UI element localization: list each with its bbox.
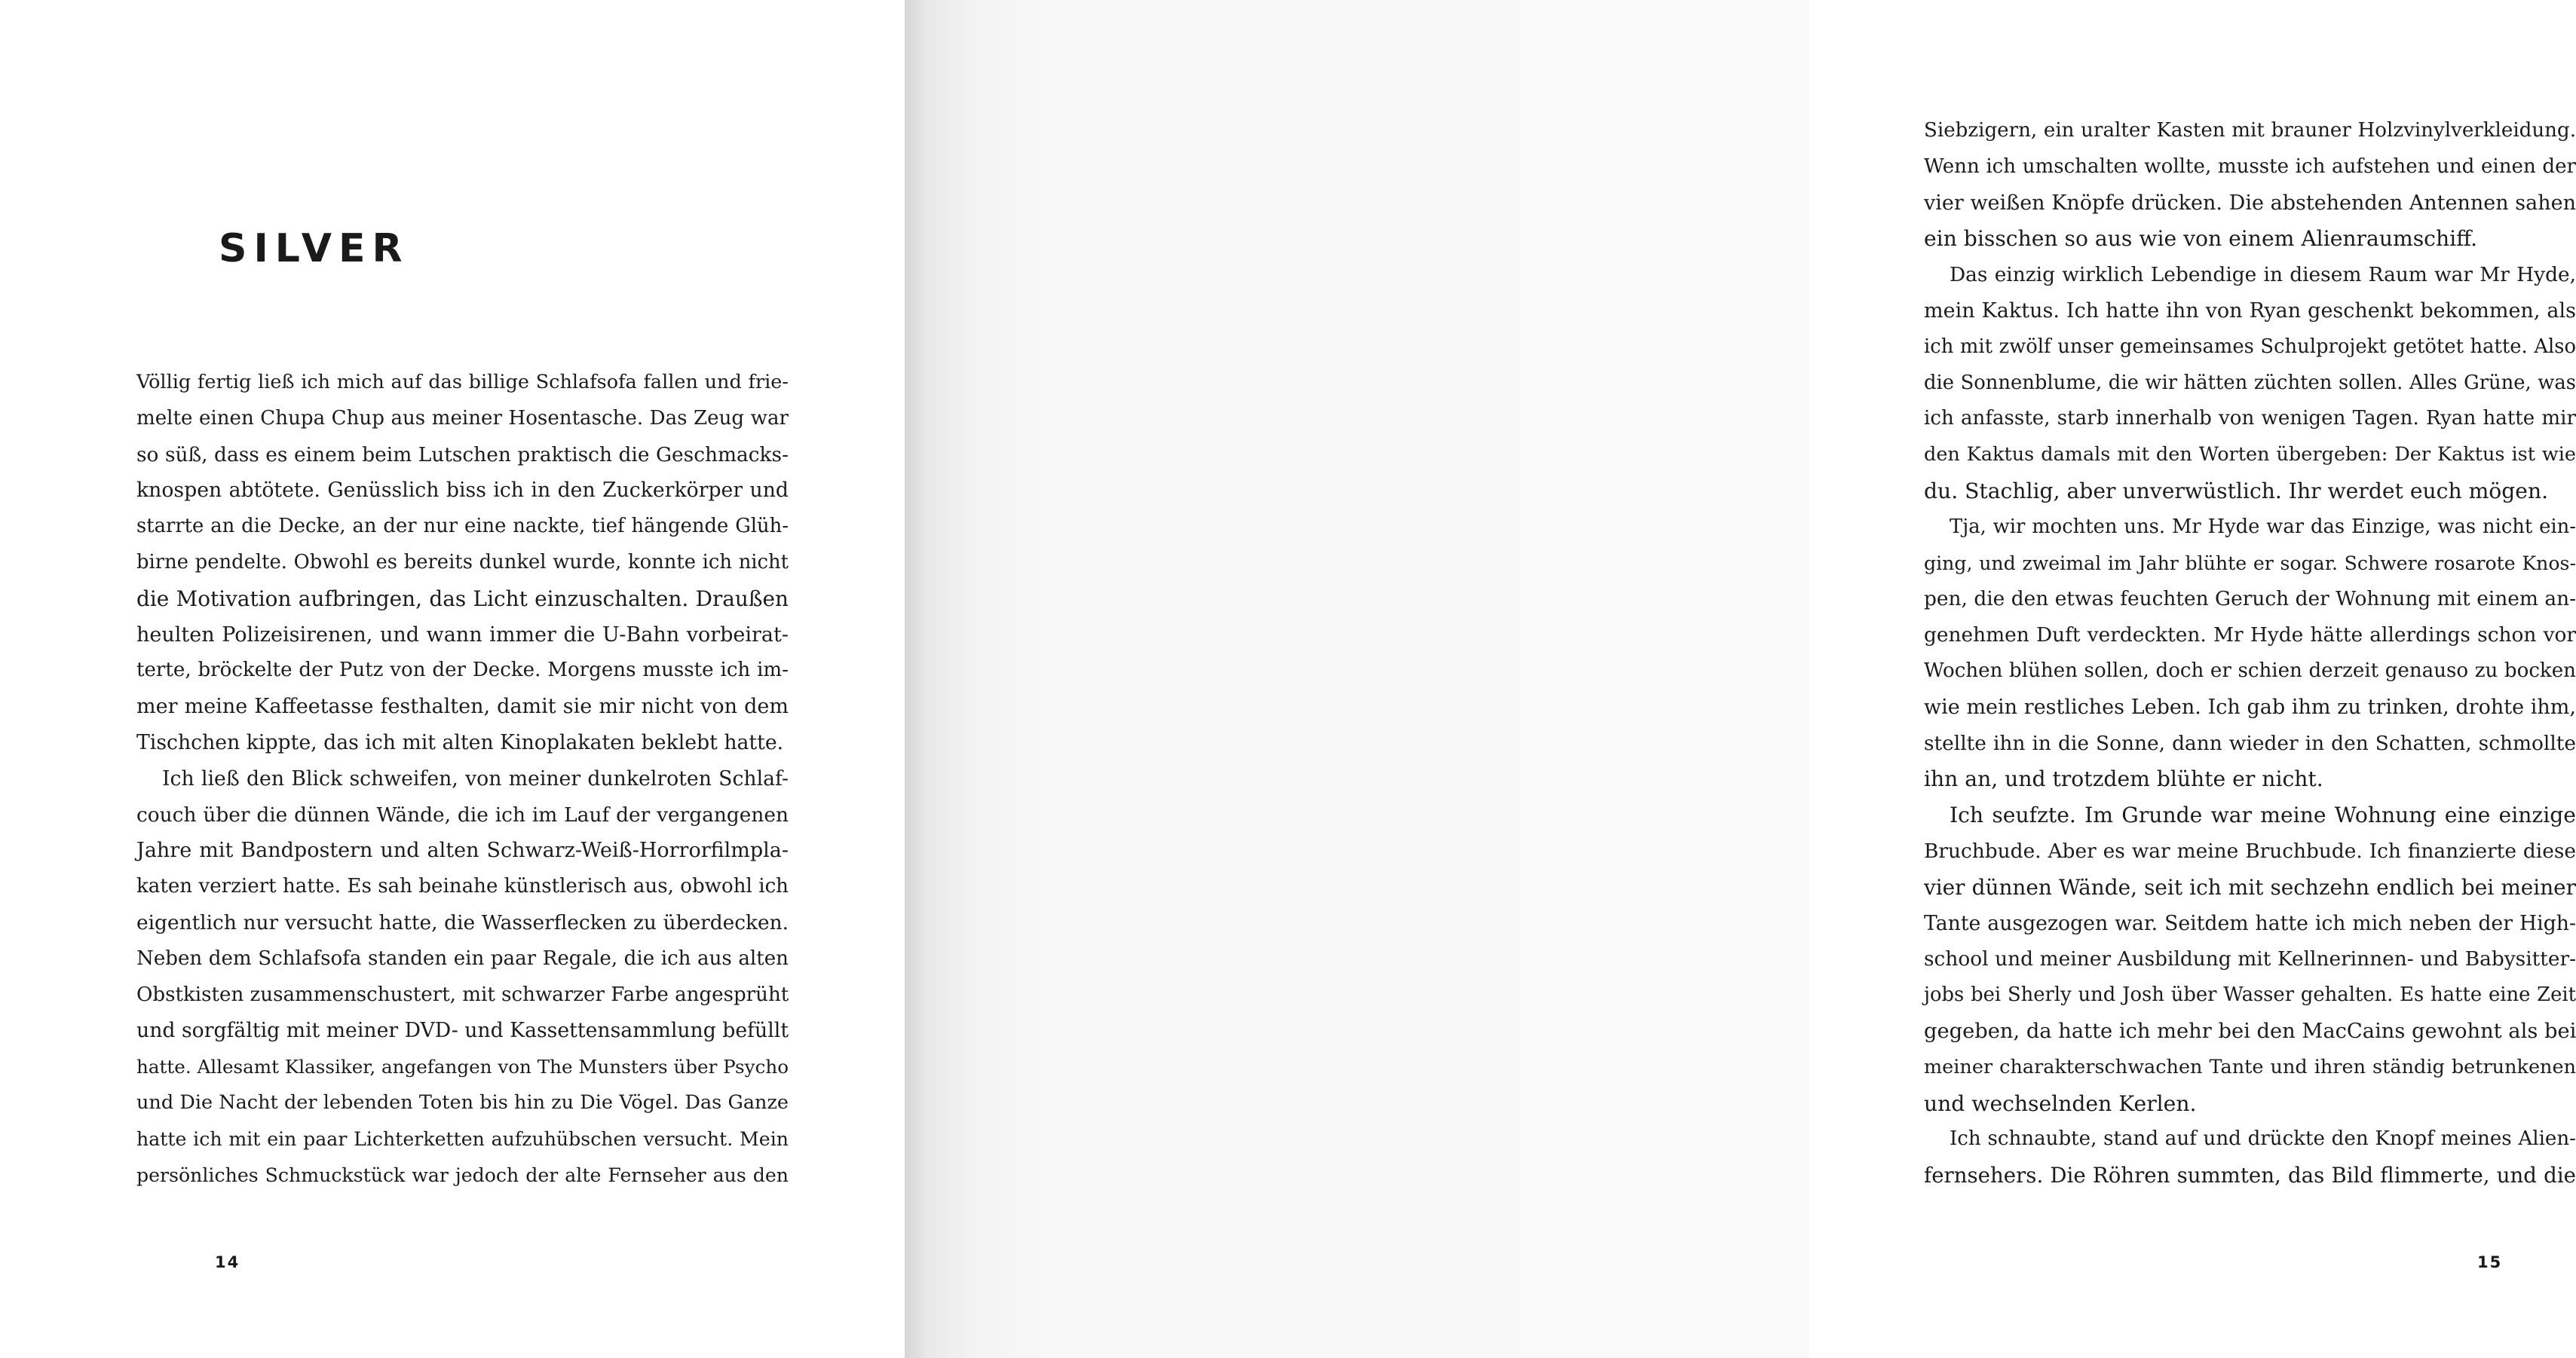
text-line: persönliches Schmuckstück war jedoch der alte Fernseher aus den (136, 1164, 789, 1186)
text-line: ein bisschen so aus wie von einem Alienraumschiff. (1924, 226, 2478, 252)
text-line: knospen abtötete. Genüsslich biss ich in den Zuckerkörper und (136, 479, 789, 503)
text-line: ich mit zwölf unser gemeinsames Schulprojekt getötet hatte. Also (1924, 335, 2576, 358)
text-line: fernsehers. Die Röhren summten, das Bild flimmerte, und die (1924, 1163, 2576, 1188)
text-line: so süß, dass es einem beim Lutschen praktisch die Geschmacks- (136, 442, 789, 466)
text-line: Bruchbude. Aber es war meine Bruchbude. Ich finanzierte diese (1924, 839, 2576, 863)
text-line: die Motivation aufbringen, das Licht einzuschalten. Draußen (136, 586, 789, 611)
page-number-left: 14 (215, 1253, 240, 1271)
text-line: starrte an die Decke, an der nur eine nackte, tief hängende Glüh- (136, 515, 789, 538)
text-line: du. Stachlig, aber unverwüstlich. Ihr werdet euch mögen. (1924, 478, 2549, 503)
text-line: Neben dem Schlafsofa standen ein paar Regale, die ich aus alten (136, 947, 789, 970)
text-line: hatte. Allesamt Klassiker, angefangen von The Munsters über Psycho (136, 1056, 789, 1078)
text-line: Wenn ich umschalten wollte, musste ich aufstehen und einen der (1924, 154, 2576, 178)
text-line: katen verziert hatte. Es sah beinahe künstlerisch aus, obwohl ich (136, 875, 789, 898)
text-line: genehmen Duft verdeckten. Mr Hyde hätte allerdings schon vor (1924, 623, 2576, 647)
chapter-title: SILVER (219, 226, 409, 271)
text-line: jobs bei Sherly und Josh über Wasser gehalten. Es hatte eine Zeit (1924, 983, 2576, 1007)
text-line: Tante ausgezogen war. Seitdem hatte ich mich neben der High- (1924, 911, 2576, 935)
text-line: eigentlich nur versucht hatte, die Wasserflecken zu überdecken. (136, 910, 789, 934)
page-number-right: 15 (2477, 1253, 2503, 1271)
text-line: couch über die dünnen Wände, die ich im Lauf der vergangenen (136, 803, 789, 827)
text-line: hatte ich mit ein paar Lichterketten aufzuhübschen versucht. Mein (136, 1127, 789, 1150)
text-line: mein Kaktus. Ich hatte ihn von Ryan geschenkt bekommen, als (1924, 298, 2576, 323)
text-line: und Die Nacht der lebenden Toten bis hin zu Die Vögel. Das Ganze (136, 1090, 789, 1114)
text-line: vier weißen Knöpfe drücken. Die abstehenden Antennen sahen (1924, 191, 2576, 215)
text-line: heulten Polizeisirenen, und wann immer die U-Bahn vorbeirat- (136, 622, 789, 647)
text-line: vier dünnen Wände, seit ich mit sechzehn endlich bei meiner (1924, 874, 2576, 900)
text-line: ihn an, und trotzdem blühte er nicht. (1924, 766, 2323, 792)
left-page-text (136, 365, 789, 1193)
text-line: den Kaktus damals mit den Worten übergeben: Der Kaktus ist wie (1924, 443, 2576, 466)
text-line: ich anfasste, starb innerhalb von wenigen Tagen. Ryan hatte mir (1924, 407, 2576, 430)
text-line: gegeben, da hatte ich mehr bei den MacCains gewohnt als bei (1924, 1019, 2576, 1043)
text-line: Ich schnaubte, stand auf und drückte den Knopf meines Alien- (1950, 1127, 2576, 1151)
text-line: und sorgfältig mit meiner DVD- und Kassettensammlung befüllt (136, 1019, 789, 1043)
text-line: pen, die den etwas feuchten Geruch der Wohnung mit einem an- (1924, 587, 2576, 611)
text-line: Völlig fertig ließ ich mich auf das billige Schlafsofa fallen und frie- (136, 371, 789, 393)
text-line: mer meine Kaffeetasse festhalten, damit sie mir nicht von dem (136, 695, 789, 719)
text-line: Tischchen kippte, das ich mit alten Kinoplakaten beklebt hatte. (136, 730, 784, 754)
text-line: melte einen Chupa Chup aus meiner Hosentasche. Das Zeug war (136, 406, 789, 430)
text-line: stellte ihn in die Sonne, dann wieder in den Schatten, schmollte (1924, 731, 2576, 755)
text-line: die Sonnenblume, die wir hätten züchten sollen. Alles Grüne, was (1924, 371, 2576, 394)
text-line: birne pendelte. Obwohl es bereits dunkel wurde, konnte ich nicht (136, 550, 789, 573)
text-line: Wochen blühen sollen, doch er schien derzeit genauso zu bocken (1924, 659, 2576, 682)
text-line: Jahre mit Bandpostern und alten Schwarz-Weiß-Horrorfilmpla- (136, 839, 789, 863)
right-page (905, 0, 2576, 1358)
text-line: Obstkisten zusammenschustert, mit schwarzer Farbe angesprüht (136, 983, 789, 1006)
text-line: terte, bröckelte der Putz von der Decke. Morgens musste ich im- (136, 659, 789, 682)
left-page (0, 0, 905, 1358)
text-line: und wechselnden Kerlen. (1924, 1090, 2197, 1116)
text-line: Tja, wir mochten uns. Mr Hyde war das Einzige, was nicht ein- (1950, 515, 2576, 538)
text-line: Siebzigern, ein uralter Kasten mit brauner Holzvinylverkleidung. (1924, 119, 2576, 142)
text-line: meiner charakterschwachen Tante und ihren ständig betrunkenen (1924, 1055, 2576, 1078)
text-line: wie mein restliches Leben. Ich gab ihm zu trinken, drohte ihm, (1924, 695, 2576, 719)
text-line: Das einzig wirklich Lebendige in diesem Raum war Mr Hyde, (1950, 263, 2576, 287)
text-line: ging, und zweimal im Jahr blühte er sogar. Schwere rosarote Knos- (1924, 552, 2576, 574)
text-line: Ich ließ den Blick schweifen, von meiner dunkelroten Schlaf- (162, 766, 789, 791)
text-line: Ich seufzte. Im Grunde war meine Wohnung eine einzige (1950, 803, 2576, 828)
right-page-text (1924, 113, 2576, 1194)
text-line: school und meiner Ausbildung mit Kellnerinnen- und Babysitter- (1924, 947, 2576, 971)
